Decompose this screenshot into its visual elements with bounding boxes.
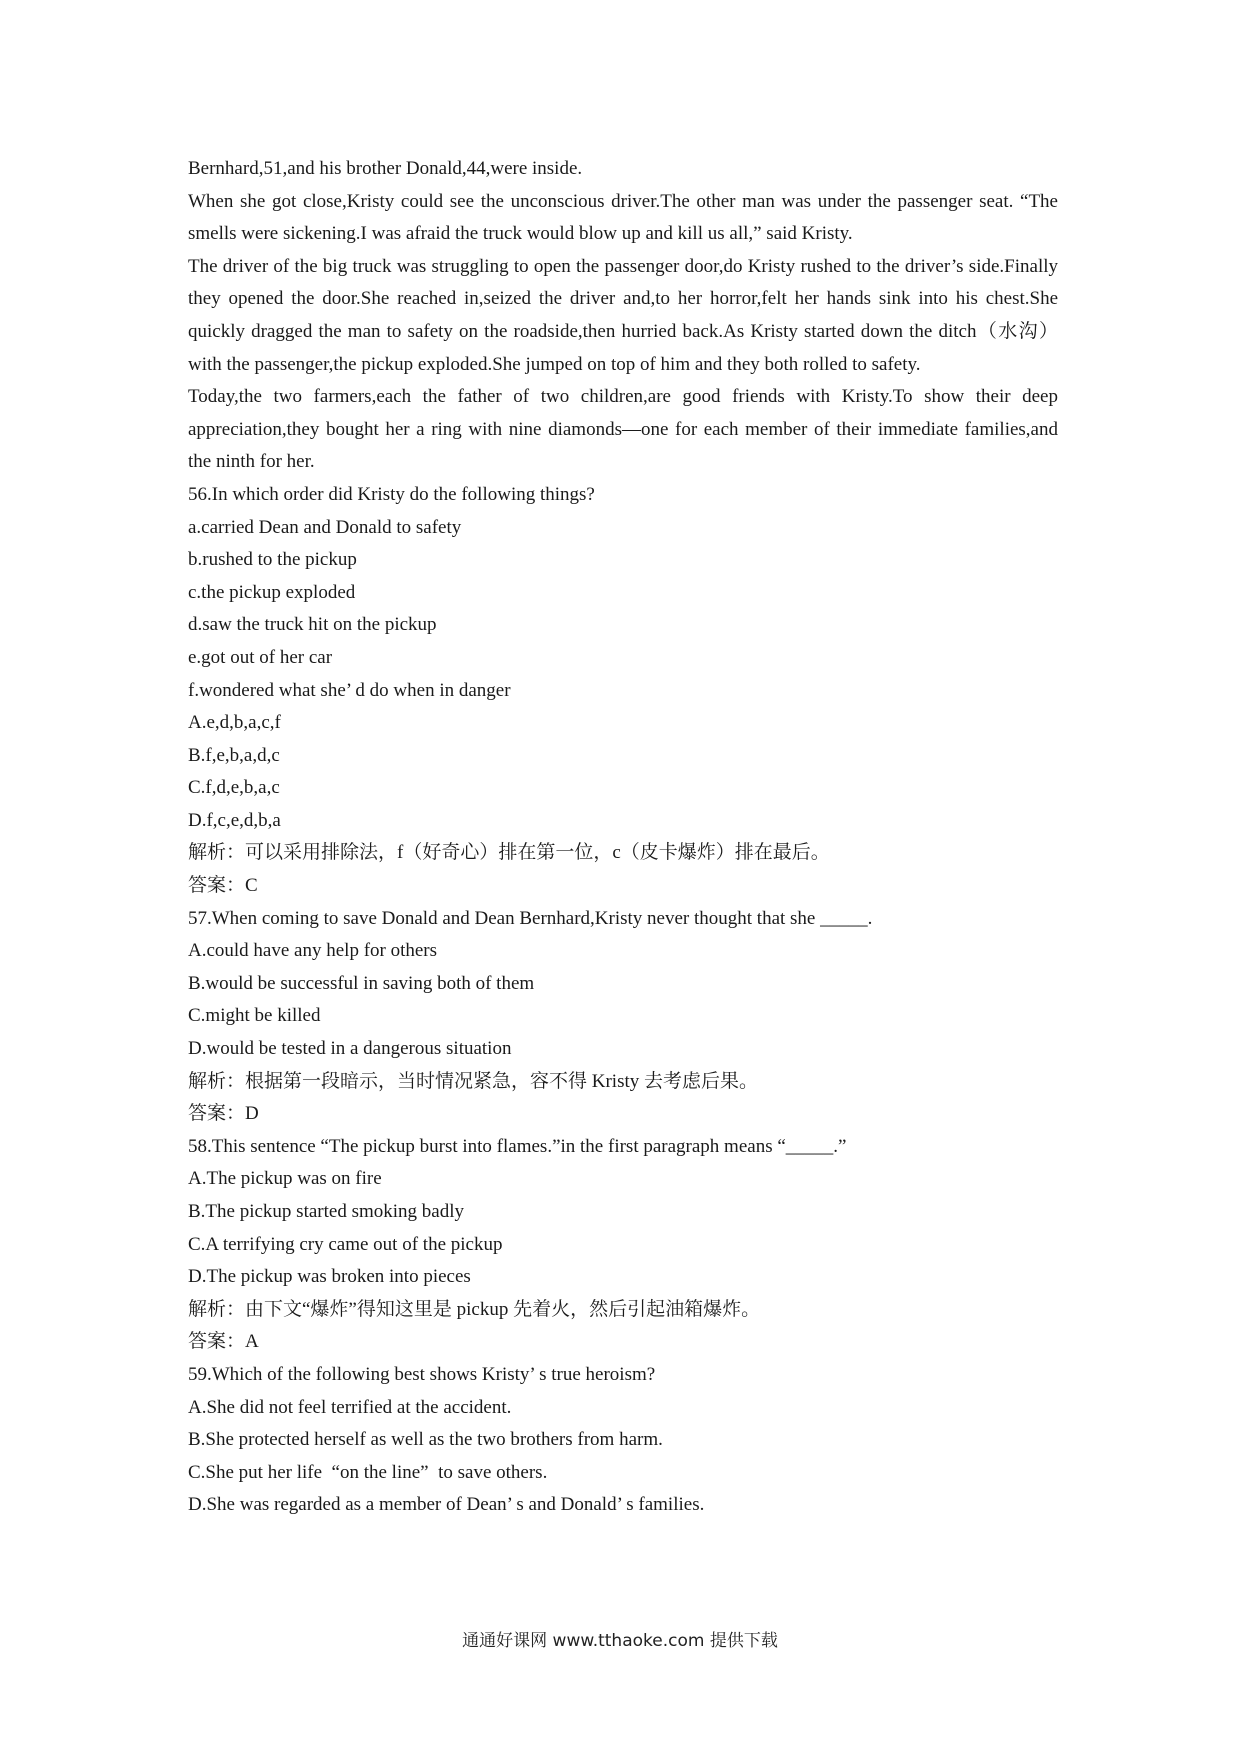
answer-option: D.f,c,e,d,b,a xyxy=(188,809,281,831)
answer-option: B.She protected herself as well as the two brothers from harm. xyxy=(188,1429,663,1451)
sequence-item: e.got out of her car xyxy=(188,646,333,668)
page-footer: 通通好课网 www.tthaoke.com 提供下载 xyxy=(462,1631,778,1651)
sequence-item: f.wondered what she’ d do when in danger xyxy=(188,679,511,701)
answer-option: A.could have any help for others xyxy=(188,940,438,962)
answer-option: D.The pickup was broken into pieces xyxy=(188,1266,471,1288)
answer-option: A.She did not feel terrified at the accident. xyxy=(188,1396,512,1418)
question-57 xyxy=(188,903,1058,1131)
sequence-item: b.rushed to the pickup xyxy=(188,549,357,571)
answer-option: B.f,e,b,a,d,c xyxy=(188,744,280,766)
document-body xyxy=(188,153,1058,1522)
answer-option: B.The pickup started smoking badly xyxy=(188,1201,464,1222)
answer-option: B.would be successful in saving both of them xyxy=(188,972,535,994)
answer-option: C.She put her life “on the line” to save others. xyxy=(188,1461,548,1483)
sequence-item: a.carried Dean and Donald to safety xyxy=(188,516,462,538)
sequence-item: d.saw the truck hit on the pickup xyxy=(188,614,437,636)
answer-option: A.e,d,b,a,c,f xyxy=(188,712,281,734)
question-stem: 58.This sentence “The pickup burst into flames.”in the first paragraph means “_____.” xyxy=(188,1135,847,1157)
answer-key: 答案：A xyxy=(188,1331,259,1353)
answer-option: C.A terrifying cry came out of the pickup xyxy=(188,1233,503,1255)
answer-option: A.The pickup was on fire xyxy=(188,1168,382,1190)
answer-option: D.would be tested in a dangerous situation xyxy=(188,1038,512,1060)
answer-option: C.f,d,e,b,a,c xyxy=(188,777,280,799)
passage-paragraph: When she got close,Kristy could see the unconscious driver.The other man was under the passenger seat. “The smells were sickening.I was afraid the truck would blow up and kill us all,” said Kristy. xyxy=(188,190,1058,245)
answer-key: 答案：D xyxy=(188,1103,259,1125)
answer-key: 答案：C xyxy=(188,875,258,897)
analysis: 解析：根据第一段暗示，当时情况紧急，容不得 Kristy 去考虑后果。 xyxy=(188,1070,759,1092)
question-stem: 56.In which order did Kristy do the following things? xyxy=(188,483,595,505)
passage-paragraph: The driver of the big truck was struggling to open the passenger door,do Kristy rushed to the driver’s side.Finally they opened the door.She reached in,seized the driver and,to her horror,felt her hands sink into his chest.She quickly dragged the man to safety on the roadside,then hurried back.As Kristy started down the ditch（水沟） with the passenger,the pickup exploded.She jumped on top of him and they both rolled to safety. xyxy=(188,255,1058,375)
passage-paragraph: Today,the two farmers,each the father of two children,are good friends with Kristy.To show their deep appreciation,they bought her a ring with nine diamonds—one for each member of their immediate families,and the ninth for her. xyxy=(188,386,1058,473)
question-58 xyxy=(188,1131,1058,1359)
question-56 xyxy=(188,479,1058,903)
analysis: 解析：可以采用排除法，f（好奇心）排在第一位，c（皮卡爆炸）排在最后。 xyxy=(188,842,830,864)
passage-paragraph: Bernhard,51,and his brother Donald,44,were inside. xyxy=(188,158,583,179)
sequence-item: c.the pickup exploded xyxy=(188,581,356,603)
question-59 xyxy=(188,1359,1058,1522)
answer-option: C.might be killed xyxy=(188,1005,321,1027)
question-stem: 57.When coming to save Donald and Dean Bernhard,Kristy never thought that she _____. xyxy=(188,907,873,929)
answer-option: D.She was regarded as a member of Dean’ s and Donald’ s families. xyxy=(188,1494,705,1516)
analysis: 解析：由下文“爆炸”得知这里是 pickup 先着火，然后引起油箱爆炸。 xyxy=(188,1298,761,1320)
question-stem: 59.Which of the following best shows Kristy’ s true heroism? xyxy=(188,1363,656,1385)
